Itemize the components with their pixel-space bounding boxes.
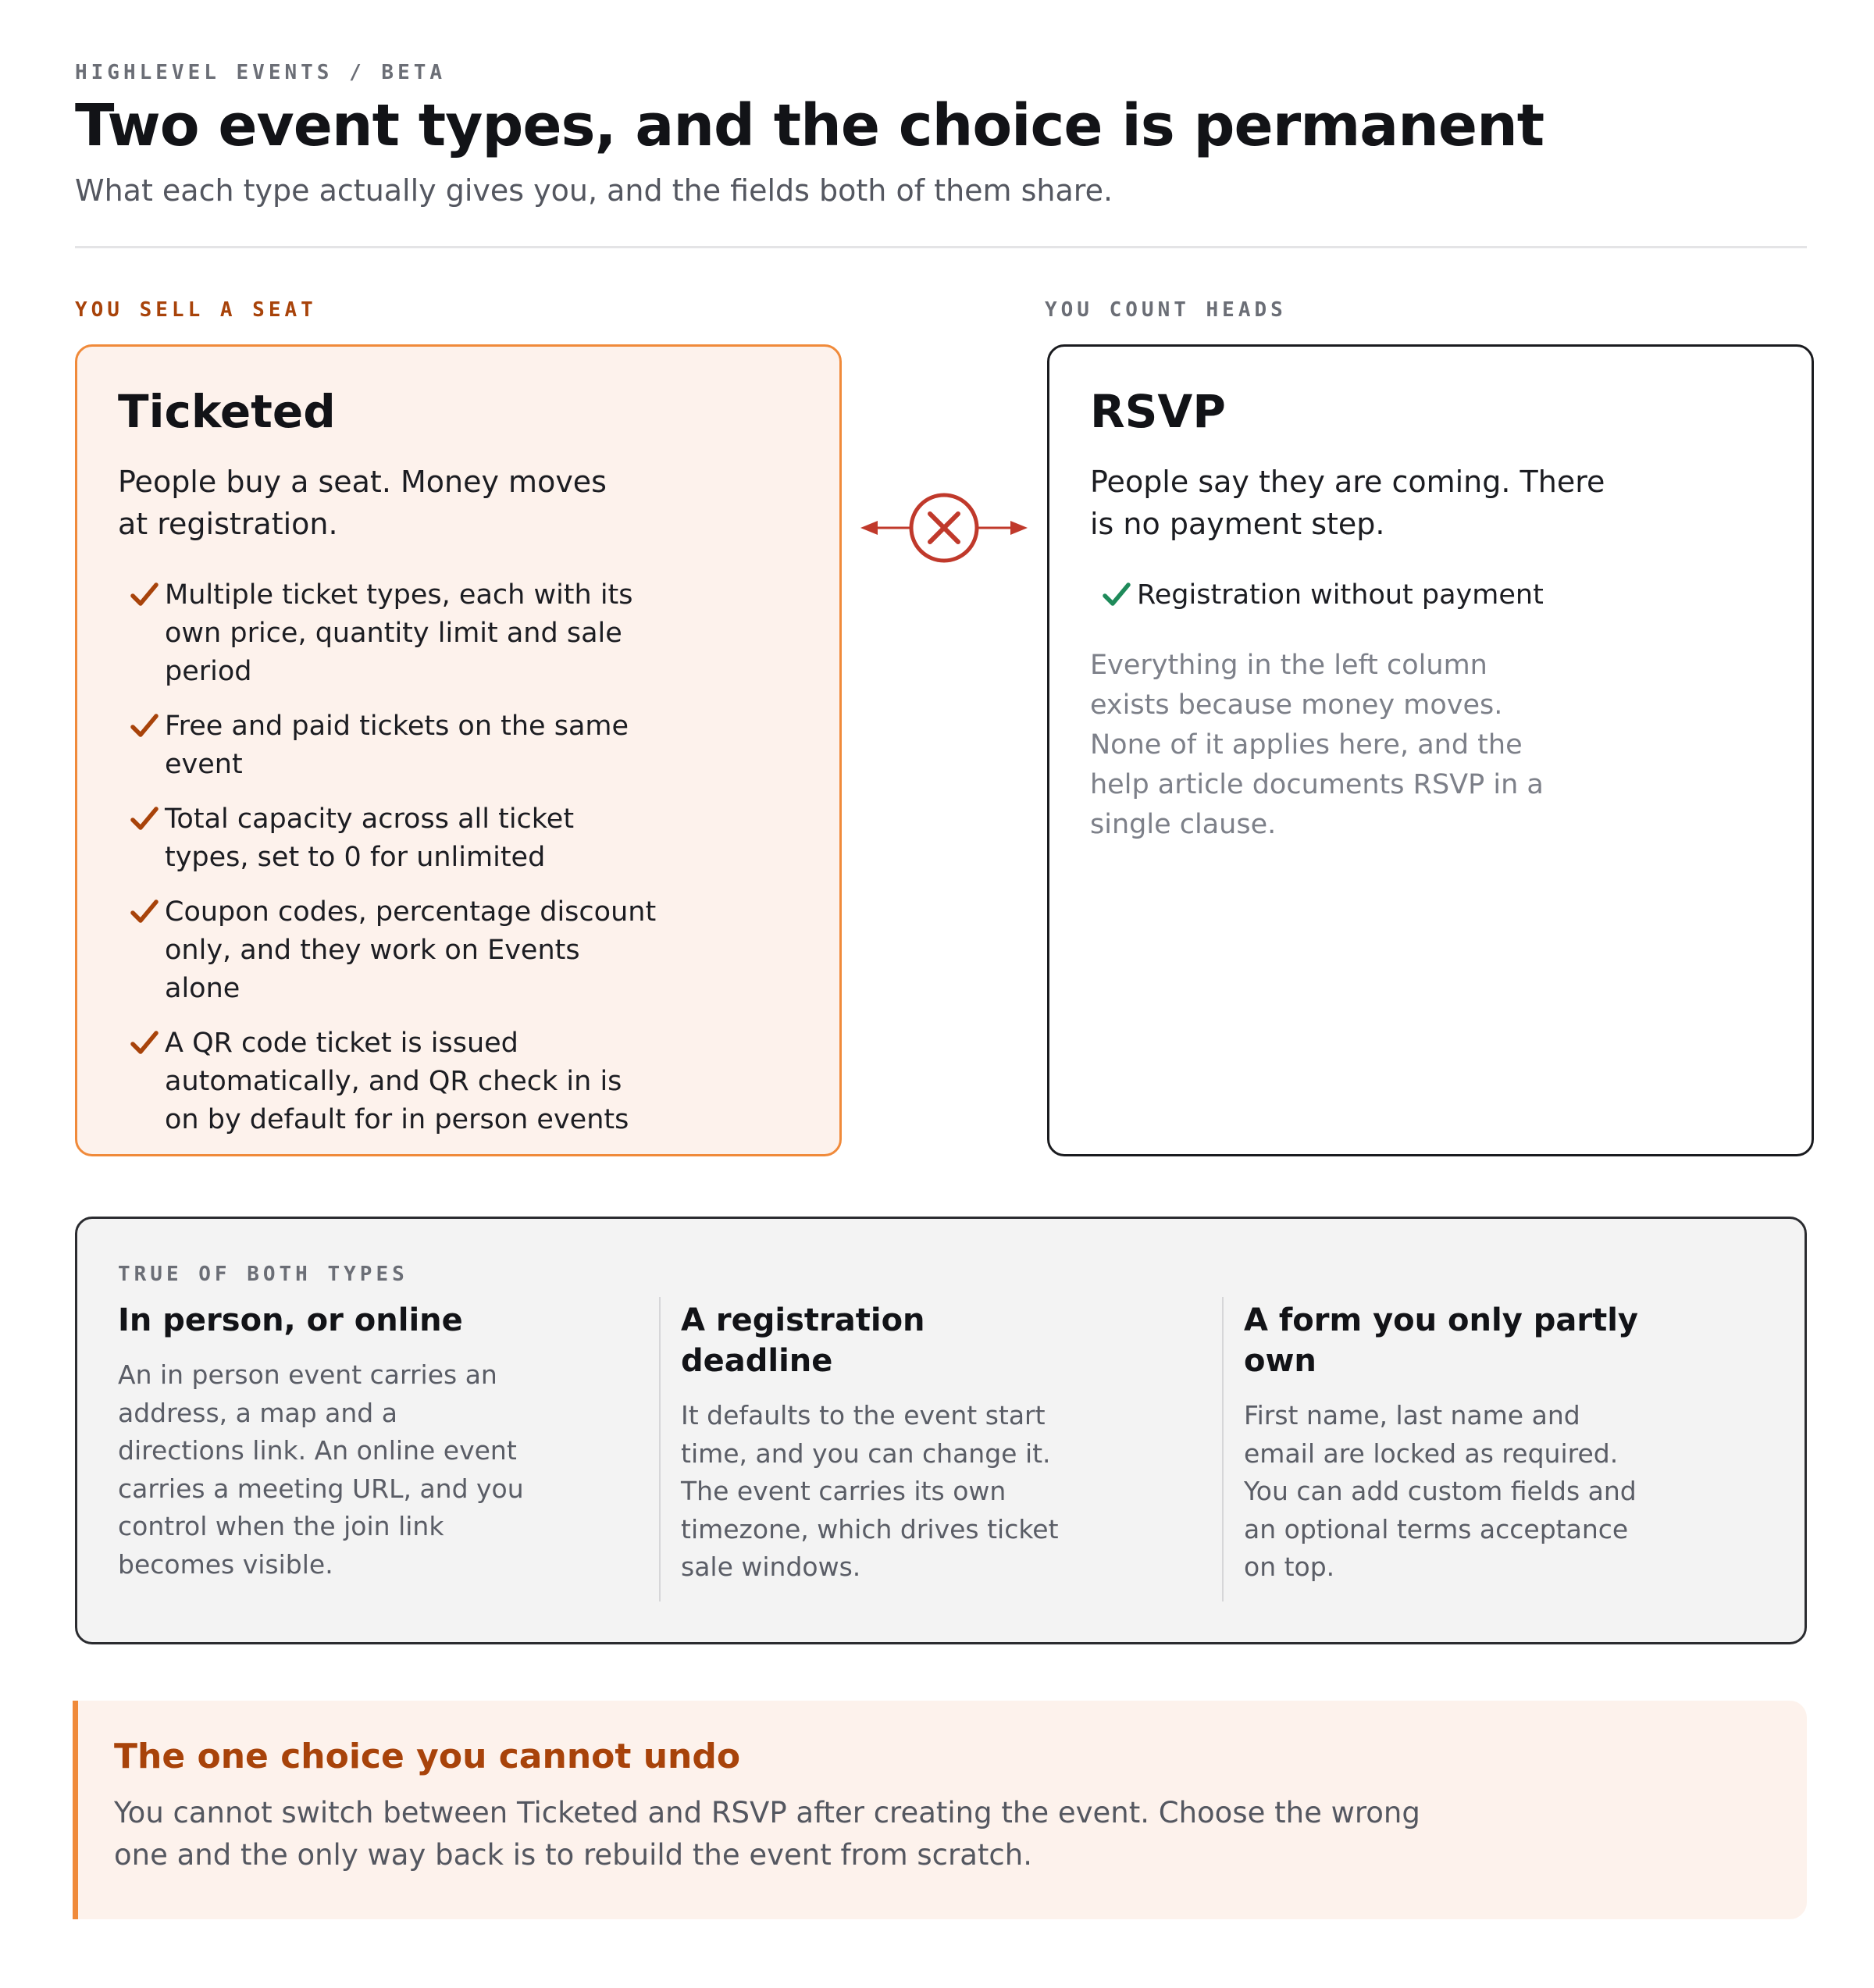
rsvp-feature-list: [1090, 576, 1771, 615]
ticketed-column-label: YOU SELL A SEAT: [75, 298, 317, 322]
shared-properties-panel: [75, 1217, 1807, 1644]
warning-callout: [73, 1701, 1807, 1919]
shared-label: TRUE OF BOTH TYPES: [118, 1263, 408, 1286]
ticketed-lede: People buy a seat. Money moves at registration.: [118, 465, 607, 541]
rsvp-column-label: YOU COUNT HEADS: [1045, 298, 1287, 322]
list-item: [1090, 576, 1590, 615]
rsvp-lede: People say they are coming. There is no payment step.: [1090, 465, 1605, 541]
list-item: [118, 576, 657, 691]
ticketed-title: Ticketed: [118, 385, 336, 438]
page-subtitle: What each type actually gives you, and the fields both of them share.: [75, 173, 1113, 208]
shared-column-body: It defaults to the event start time, and you can change it. The event carries its own timezone, which drives ticket sale windows.: [681, 1400, 1059, 1582]
check-icon: [1101, 579, 1132, 611]
list-item: [118, 707, 657, 784]
feature-text: Free and paid tickets on the same event: [165, 711, 629, 780]
ticketed-feature-list: [118, 576, 799, 1139]
shared-column-form: [1244, 1300, 1705, 1587]
shared-column-body: An in person event carries an address, a map and a directions link. An online event carries a meeting URL, and you control when the join link becomes visible.: [118, 1359, 524, 1580]
feature-text: Multiple ticket types, each with its own price, quantity limit and sale period: [165, 579, 633, 687]
page-title: Two event types, and the choice is permanent: [75, 92, 1544, 159]
column-divider: [1222, 1297, 1224, 1601]
shared-column-deadline: [681, 1300, 1142, 1587]
shared-column-title: A form you only partly own: [1244, 1302, 1638, 1379]
shared-column-title: A registration deadline: [681, 1302, 925, 1379]
check-icon: [129, 803, 160, 835]
shared-column-title: In person, or online: [118, 1302, 463, 1338]
x-circle-icon: [859, 484, 1029, 572]
warning-body: You cannot switch between Ticketed and RSVP after creating the event. Choose the wrong one and the only way back is to rebuild the event from scratch.: [114, 1796, 1420, 1872]
shared-column-location: [118, 1300, 579, 1584]
warning-title: The one choice you cannot undo: [114, 1737, 741, 1776]
ticketed-card: [75, 344, 842, 1156]
check-icon: [129, 579, 160, 611]
feature-text: Registration without payment: [1137, 579, 1544, 611]
feature-text: Total capacity across all ticket types, set to 0 for unlimited: [165, 803, 575, 873]
feature-text: A QR code ticket is issued automatically, and QR check in is on by default for in person events: [165, 1028, 629, 1135]
rsvp-card: [1047, 344, 1814, 1156]
list-item: [118, 1024, 657, 1139]
rsvp-note: Everything in the left column exists because money moves. None of it applies here, and the help article documents RSVP in a single clause.: [1090, 650, 1544, 840]
column-divider: [659, 1297, 661, 1601]
rsvp-title: RSVP: [1090, 385, 1226, 438]
header-divider: [75, 246, 1807, 248]
check-icon: [129, 711, 160, 742]
list-item: [118, 800, 657, 877]
check-icon: [129, 896, 160, 928]
check-icon: [129, 1028, 160, 1059]
feature-text: Coupon codes, percentage discount only, and they work on Events alone: [165, 896, 657, 1004]
list-item: [118, 893, 657, 1008]
breadcrumb: HIGHLEVEL EVENTS / BETA: [75, 61, 447, 84]
shared-column-body: First name, last name and email are locked as required. You can add custom fields and an optional terms acceptance on top.: [1244, 1400, 1637, 1582]
